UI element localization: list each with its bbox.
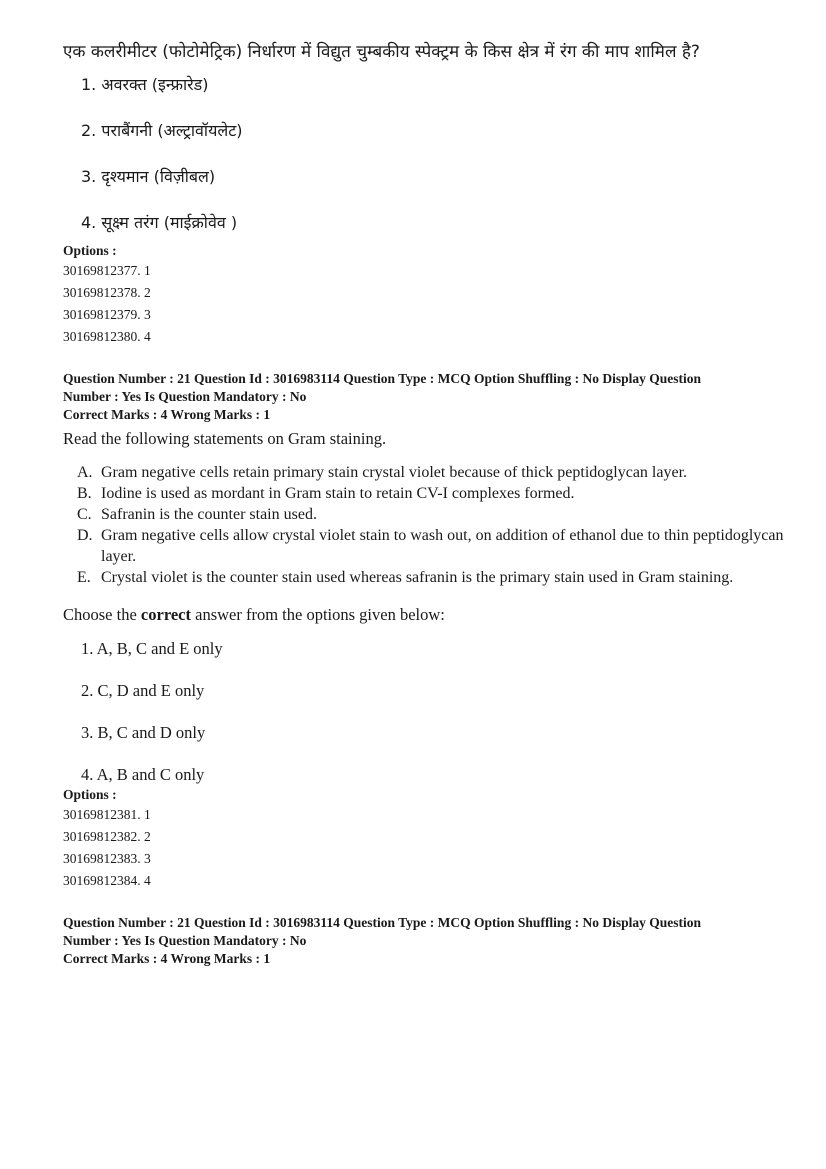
statement-letter: B. (77, 485, 92, 502)
option-id: 30169812384. 4 (63, 873, 151, 888)
question-block-gram-staining (63, 370, 793, 892)
answer-option-list (81, 638, 793, 786)
question-meta-line: Question Number : 21 Question Id : 3016983114 Question Type : MCQ Option Shuffling : No Display Question (63, 915, 701, 930)
choose-instruction (63, 604, 793, 626)
answer-option: 2. C, D and E only (81, 681, 205, 700)
statement-item (77, 504, 793, 525)
question-block-next (63, 914, 793, 968)
choose-prefix: Choose the (63, 605, 141, 624)
marks-line: Correct Marks : 4 Wrong Marks : 1 (63, 407, 271, 422)
statement-text: Crystal violet is the counter stain used whereas safranin is the primary stain used in Gram staining. (101, 569, 734, 586)
statement-text: Gram negative cells retain primary stain crystal violet because of thick peptidoglycan layer. (101, 464, 688, 481)
question-block-hindi (63, 40, 793, 348)
options-label: Options : (63, 787, 117, 802)
hindi-option: 3. दृश्यमान (विज़ीबल) (81, 167, 216, 186)
answer-option: 4. A, B and C only (81, 765, 205, 784)
statement-item (77, 483, 793, 504)
statement-letter: A. (77, 464, 93, 481)
option-id: 30169812378. 2 (63, 285, 151, 300)
choose-bold-word: correct (140, 605, 191, 624)
option-id: 30169812380. 4 (63, 329, 151, 344)
statement-text: Gram negative cells allow crystal violet stain to wash out, on addition of ethanol due to thin peptidoglycan layer. (101, 527, 784, 565)
options-label: Options : (63, 243, 117, 258)
question-meta-line: Number : Yes Is Question Mandatory : No (63, 933, 307, 948)
choose-suffix: answer from the options given below: (191, 605, 445, 624)
option-id: 30169812383. 3 (63, 851, 151, 866)
question-intro: Read the following statements on Gram staining. (63, 429, 387, 448)
options-id-list (63, 786, 793, 892)
answer-option: 3. B, C and D only (81, 723, 206, 742)
statement-item (77, 567, 793, 588)
statement-item (77, 525, 793, 567)
hindi-option: 2. पराबैंगनी (अल्ट्रावॉयलेट) (81, 121, 243, 140)
statement-letter: D. (77, 527, 93, 544)
question-text-hindi: एक कलरीमीटर (फोटोमेट्रिक) निर्धारण में विद्युत चुम्बकीय स्पेक्ट्रम के किस क्षेत्र में रंग की माप शामिल है? (63, 42, 700, 62)
statement-text: Safranin is the counter stain used. (101, 506, 317, 523)
hindi-option: 1. अवरक्त (इन्फ्रारेड) (81, 75, 209, 94)
option-id: 30169812382. 2 (63, 829, 151, 844)
option-id: 30169812377. 1 (63, 263, 151, 278)
hindi-option-list (81, 74, 793, 234)
options-id-list (63, 242, 793, 348)
statement-letter: C. (77, 506, 92, 523)
answer-option: 1. A, B, C and E only (81, 639, 223, 658)
marks-line: Correct Marks : 4 Wrong Marks : 1 (63, 951, 271, 966)
option-id: 30169812379. 3 (63, 307, 151, 322)
statement-list (77, 462, 793, 588)
hindi-option: 4. सूक्ष्म तरंग (माईक्रोवेव ) (81, 213, 238, 232)
question-paper-page (63, 40, 793, 968)
question-meta-line: Number : Yes Is Question Mandatory : No (63, 389, 307, 404)
option-id: 30169812381. 1 (63, 807, 151, 822)
statement-item (77, 462, 793, 483)
statement-text: Iodine is used as mordant in Gram stain to retain CV-I complexes formed. (101, 485, 575, 502)
statement-letter: E. (77, 569, 91, 586)
question-meta-line: Question Number : 21 Question Id : 3016983114 Question Type : MCQ Option Shuffling : No Display Question (63, 371, 701, 386)
